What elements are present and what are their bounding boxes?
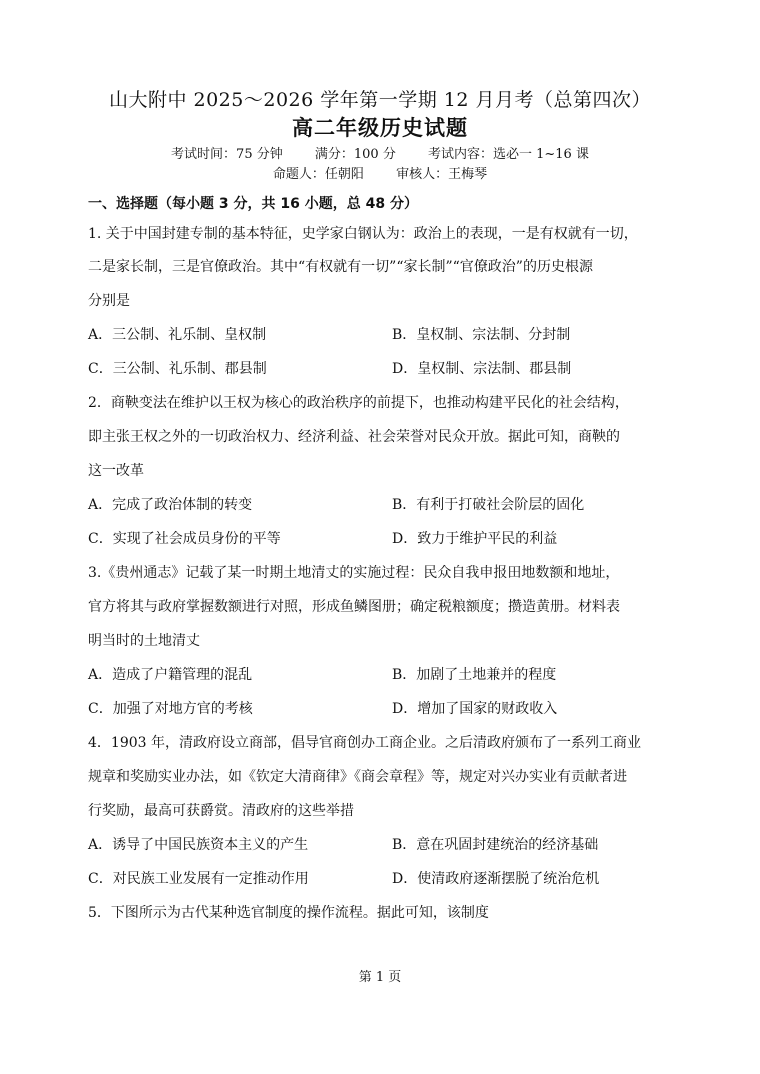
question-3-stem-line: 明当时的土地清丈 (88, 633, 200, 649)
question-3-option-d[interactable]: D．增加了国家的财政收入 (392, 701, 558, 717)
question-3-stem-line: 3.《贵州通志》记载了某一时期土地清丈的实施过程：民众自我申报田地数额和地址， (88, 565, 620, 581)
question-4-option-c[interactable]: C．对民族工业发展有一定推动作用 (88, 871, 309, 887)
question-2-stem-line: 这一改革 (88, 463, 144, 479)
question-4-stem-line: 4．1903 年，清政府设立商部，倡导官商创办工商企业。之后清政府颁布了一系列工商业 (88, 735, 641, 751)
exam-info-line (0, 143, 760, 162)
question-1-option-c[interactable]: C．三公制、礼乐制、郡县制 (88, 361, 267, 377)
question-4-stem-line: 规章和奖励实业办法，如《钦定大清商律》《商会章程》等，规定对兴办实业有贡献者进 (88, 769, 627, 785)
question-5-stem-line: 5．下图所示为古代某种选官制度的操作流程。据此可知，该制度 (88, 905, 489, 921)
question-2-stem-line: 2．商鞅变法在维护以王权为核心的政治秩序的前提下，也推动构建平民化的社会结构， (88, 395, 629, 411)
page-number: 第 1 页 (358, 970, 402, 985)
section-heading: 一、选择题（每小题 3 分，共 16 小题，总 48 分） (88, 196, 418, 212)
staff-line (0, 163, 760, 182)
exam-content: 考试内容：选必一 1~16 课 (427, 147, 589, 162)
question-1-option-d[interactable]: D．皇权制、宗法制、郡县制 (392, 361, 572, 377)
question-1-stem-line: 二是家长制，三是官僚政治。其中“有权就有一切”“家长制”“官僚政治”的历史根源 (88, 259, 593, 275)
question-1-stem-line: 1. 关于中国封建专制的基本特征，史学家白钢认为：政治上的表现，一是有权就有一切， (88, 226, 638, 242)
full-score: 满分：100 分 (314, 147, 396, 162)
subject-title: 高二年级历史试题 (292, 116, 468, 140)
question-2-option-d[interactable]: D．致力于维护平民的利益 (392, 531, 558, 547)
question-4-stem-line: 行奖励，最高可获爵赏。清政府的这些举措 (88, 803, 354, 819)
question-3-option-b[interactable]: B．加剧了土地兼并的程度 (392, 667, 557, 683)
question-3-option-c[interactable]: C．加强了对地方官的考核 (88, 701, 253, 717)
question-2-option-b[interactable]: B．有利于打破社会阶层的固化 (392, 497, 585, 513)
reviewer: 审核人：王梅琴 (396, 167, 488, 182)
exam-title: 山大附中 2025～2026 学年第一学期 12 月月考（总第四次） (108, 89, 652, 111)
question-4-option-d[interactable]: D．使清政府逐渐摆脱了统治危机 (392, 871, 600, 887)
question-1-option-b[interactable]: B．皇权制、宗法制、分封制 (392, 327, 571, 343)
question-3-stem-line: 官方将其与政府掌握数额进行对照，形成鱼鳞图册；确定税粮额度；攒造黄册。材料表 (88, 599, 620, 615)
question-4-option-a[interactable]: A．诱导了中国民族资本主义的产生 (88, 837, 309, 853)
question-4-option-b[interactable]: B．意在巩固封建统治的经济基础 (392, 837, 599, 853)
question-2-option-a[interactable]: A．完成了政治体制的转变 (88, 497, 253, 513)
question-2-stem-line: 即主张王权之外的一切政治权力、经济利益、社会荣誉对民众开放。据此可知，商鞅的 (88, 429, 620, 445)
exam-time: 考试时间：75 分钟 (171, 147, 283, 162)
author: 命题人：任朝阳 (272, 167, 364, 182)
question-2-option-c[interactable]: C．实现了社会成员身份的平等 (88, 531, 281, 547)
question-1-stem-line: 分别是 (88, 293, 130, 309)
question-3-option-a[interactable]: A．造成了户籍管理的混乱 (88, 667, 253, 683)
question-1-option-a[interactable]: A．三公制、礼乐制、皇权制 (88, 327, 267, 343)
